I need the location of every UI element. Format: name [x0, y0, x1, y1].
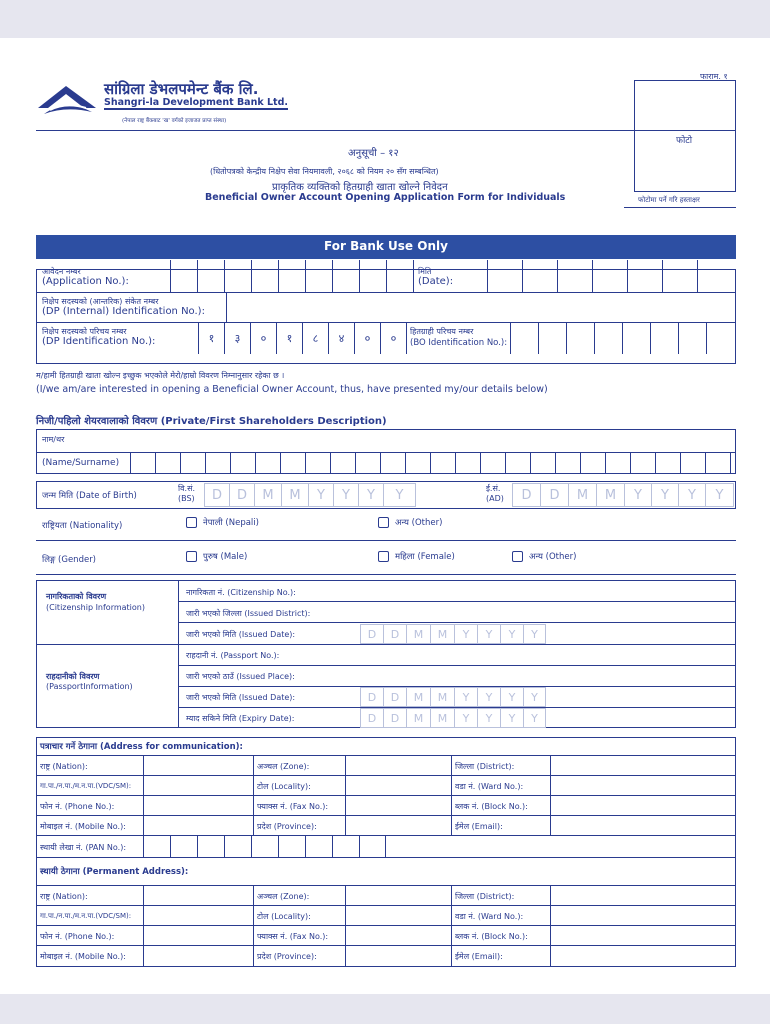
passport-label-en: (PassportInformation): [46, 682, 133, 691]
gender-other-option[interactable]: अन्य (Other): [512, 551, 576, 562]
comm-province-label: प्रदेश (Province):: [257, 822, 317, 831]
other-nationality-checkbox[interactable]: [378, 517, 389, 528]
dob-label: जन्म मिति (Date of Birth): [42, 491, 137, 501]
citizenship-date-label: जारी भएको मिति (Issued Date):: [186, 630, 296, 639]
perm-nation-label: राष्ट्र (Nation):: [40, 892, 88, 901]
dp-digit: १: [276, 322, 302, 354]
shareholder-section-title: निजी/पहिलो शेयरवालाको विवरण (Private/First Shareholders Description): [36, 416, 387, 427]
dp-internal-en: (DP (Internal) Identification No.):: [42, 306, 205, 317]
viewer-top-bar: [0, 0, 770, 38]
comm-phone-label: फोन नं. (Phone No.):: [40, 802, 115, 811]
perm-ward-label: वडा नं. (Ward No.):: [455, 912, 524, 921]
dp-digit: ०: [380, 322, 406, 354]
name-cells[interactable]: [130, 452, 736, 474]
perm-fax-label: फ्याक्स नं. (Fax No.):: [257, 932, 329, 941]
form-title-en: Beneficial Owner Account Opening Application Form for Individuals: [205, 192, 566, 203]
comm-zone-label: अञ्चल (Zone):: [257, 762, 310, 771]
perm-email-label: ईमेल (Email):: [455, 952, 503, 961]
form-number: फाराम. १: [700, 72, 728, 81]
photo-box[interactable]: [634, 80, 736, 192]
intro-np: म/हामी हितग्राही खाता खोल्न इच्छुक भएकोले मेरो/हाम्रो विवरण निम्नानुसार रहेका छ ।: [36, 371, 285, 380]
comm-fax-label: फ्याक्स नं. (Fax No.):: [257, 802, 329, 811]
citizenship-label-en: (Citizenship Information): [46, 603, 145, 612]
perm-locality-label: टोल (Locality):: [257, 912, 311, 921]
passport-expiry-cells[interactable]: D D M M Y Y Y Y: [360, 708, 546, 728]
nationality-nepali-option[interactable]: नेपाली (Nepali): [186, 517, 259, 528]
citizenship-date-cells[interactable]: D D M M Y Y Y Y: [360, 624, 546, 644]
citizenship-number-label: नागरिकता नं. (Citizenship No.):: [186, 588, 296, 597]
perm-district-label: जिल्ला (District):: [455, 892, 515, 901]
bank-use-header: [36, 235, 736, 259]
name-label-np: नाम/थर: [42, 435, 65, 444]
passport-label-np: राहदानीको विवरण: [46, 672, 100, 681]
bo-id-cells[interactable]: [510, 322, 736, 354]
dp-digit: ०: [250, 322, 276, 354]
passport-place-label: जारी भएको ठाउँ (Issued Place):: [186, 672, 295, 681]
application-no-en: (Application No.):: [42, 276, 129, 287]
intro-en: (I/we am/are interested in opening a Beneficial Owner Account, thus, have presented my/our details below): [36, 384, 548, 395]
comm-mobile-label: मोबाइल नं. (Mobile No.):: [40, 822, 126, 831]
gender-male-option[interactable]: पुरुष (Male): [186, 551, 247, 562]
nationality-other-option[interactable]: अन्य (Other): [378, 517, 442, 528]
dp-internal-np: निक्षेप सदस्यको (आन्तरिक) संकेत नम्बर: [42, 297, 159, 306]
ad-label: ई.सं.: [486, 484, 501, 493]
dp-id-cells: [198, 322, 406, 354]
address-table: [36, 737, 736, 967]
perm-phone-label: फोन नं. (Phone No.):: [40, 932, 115, 941]
header-divider: [36, 130, 736, 131]
comm-district-label: जिल्ला (District):: [455, 762, 515, 771]
dp-digit: ८: [302, 322, 328, 354]
perm-mobile-label: मोबाइल नं. (Mobile No.):: [40, 952, 126, 961]
dp-digit: १: [198, 322, 224, 354]
schedule-label: अनुसूची – १२: [348, 148, 399, 159]
ad-en: (AD): [486, 494, 504, 503]
gender-label: लिङ्ग (Gender): [42, 555, 97, 565]
bs-en: (BS): [178, 494, 195, 503]
dob-bs-cells[interactable]: D D M M Y Y Y Y: [204, 483, 416, 507]
bs-label: वि.सं.: [178, 484, 196, 493]
perm-zone-label: अञ्चल (Zone):: [257, 892, 310, 901]
perm-province-label: प्रदेश (Province):: [257, 952, 317, 961]
citizenship-district-label: जारी भएको जिल्ला (Issued District):: [186, 609, 311, 618]
passport-issued-label: जारी भएको मिति (Issued Date):: [186, 693, 296, 702]
dob-ad-cells[interactable]: D D M M Y Y Y Y: [512, 483, 734, 507]
name-label-en: (Name/Surname): [42, 458, 120, 468]
comm-email-label: ईमेल (Email):: [455, 822, 503, 831]
bank-logo: [36, 80, 98, 120]
comm-vdc-label: गा.पा./न.पा./म.न.पा.(VDC/SM):: [40, 782, 132, 790]
perm-address-title: स्थायी ठेगाना (Permanent Address):: [40, 867, 189, 877]
comm-locality-label: टोल (Locality):: [257, 782, 311, 791]
comm-address-title: पत्राचार गर्ने ठेगाना (Address for communication):: [40, 742, 243, 752]
dp-digit: ३: [224, 322, 250, 354]
signature-line: [624, 207, 736, 208]
date-np: मिति: [418, 267, 432, 276]
gender-female-option[interactable]: महिला (Female): [378, 551, 455, 562]
other-gender-checkbox[interactable]: [512, 551, 523, 562]
bank-name-np: सांग्रिला डेभलपमेन्ट बैंक लि.: [104, 80, 259, 98]
regulation-reference: (धितोपत्रको केन्द्रीय निक्षेप सेवा नियमावली, २०६८ को नियम २० सँग सम्बन्धित): [210, 167, 439, 176]
passport-issued-cells[interactable]: D D M M Y Y Y Y: [360, 687, 546, 707]
dp-digit: ४: [328, 322, 354, 354]
dp-id-en: (DP Identification No.):: [42, 336, 156, 347]
nationality-label: राष्ट्रियता (Nationality): [42, 521, 123, 531]
date-en: (Date):: [418, 276, 454, 287]
dp-digit: ०: [354, 322, 380, 354]
nepali-checkbox[interactable]: [186, 517, 197, 528]
comm-block-label: ब्लक नं. (Block No.):: [455, 802, 528, 811]
bo-id-en: (BO Identification No.):: [410, 338, 508, 348]
pan-cells[interactable]: [143, 835, 386, 857]
citizenship-label-np: नागरिकताको विवरण: [46, 592, 107, 601]
female-checkbox[interactable]: [378, 551, 389, 562]
dp-internal-field[interactable]: [226, 292, 736, 322]
male-checkbox[interactable]: [186, 551, 197, 562]
application-no-np: आवेदन नम्बर: [42, 267, 81, 276]
dp-id-np: निक्षेप सदस्यको परिचय नम्बर: [42, 327, 127, 336]
application-no-cells[interactable]: [170, 260, 413, 292]
passport-expiry-label: म्याद सकिने मिति (Expiry Date):: [186, 714, 295, 723]
form-title-np: प्राकृतिक व्यक्तिको हितग्राही खाता खोल्ने निवेदन: [272, 182, 448, 193]
photo-note: फोटोमा पर्ने गरि हस्ताक्षर: [638, 196, 700, 204]
comm-ward-label: वडा नं. (Ward No.):: [455, 782, 524, 791]
perm-block-label: ब्लक नं. (Block No.):: [455, 932, 528, 941]
bank-use-title: For Bank Use Only: [324, 239, 448, 253]
bank-name-en: Shangri-la Development Bank Ltd.: [104, 97, 288, 108]
passport-number-label: राहदानी नं. (Passport No.):: [186, 651, 280, 660]
bo-id-np: हितग्राही परिचय नम्बर: [410, 327, 474, 336]
comm-nation-label: राष्ट्र (Nation):: [40, 762, 88, 771]
bank-tagline: (नेपाल राष्ट्र बैंकबाट 'ख' वर्गको इजाजत प्राप्त संस्था): [122, 118, 227, 124]
date-cells[interactable]: [487, 260, 736, 292]
perm-vdc-label: गा.पा./न.पा./म.न.पा.(VDC/SM):: [40, 912, 132, 920]
photo-label: फोटो: [676, 136, 693, 146]
pan-label: स्थायी लेखा नं. (PAN No.):: [40, 843, 127, 852]
